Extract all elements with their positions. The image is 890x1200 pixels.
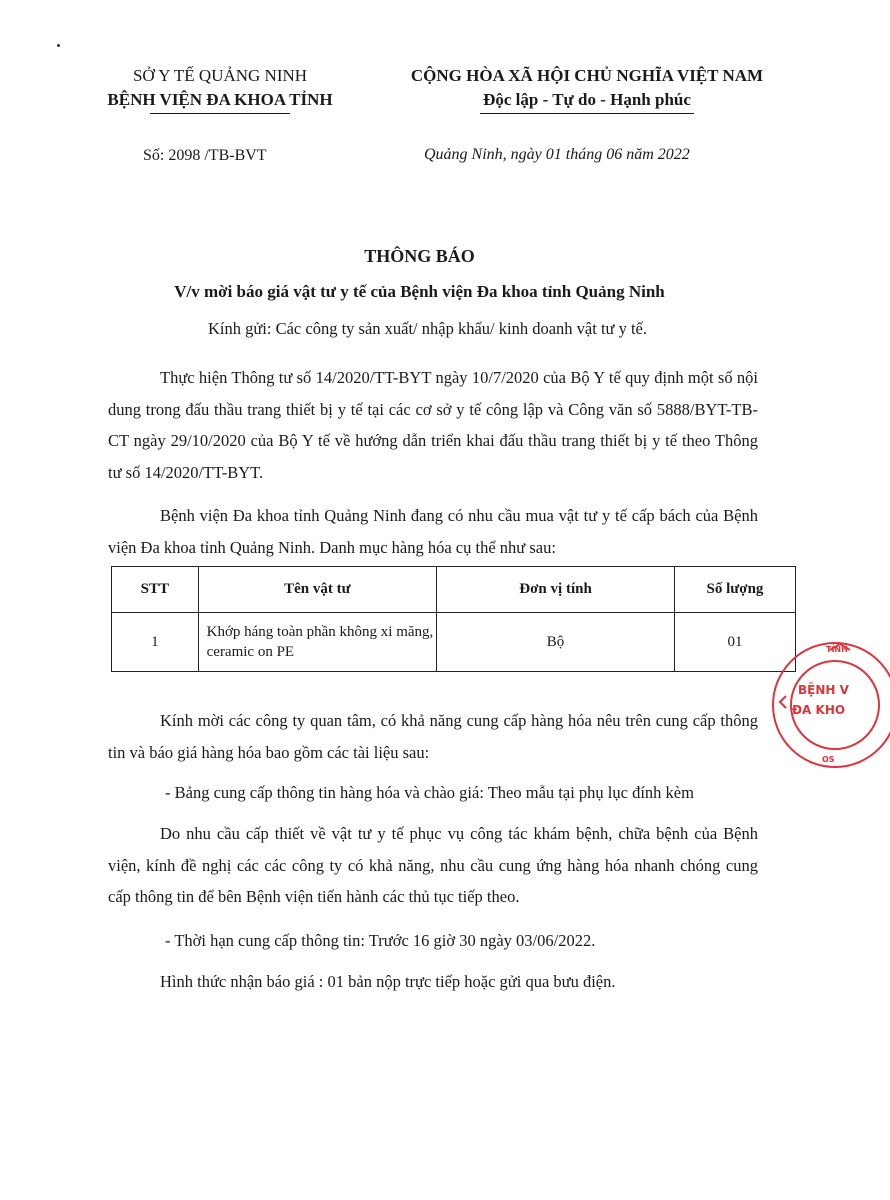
col-unit: Đơn vị tính [437, 567, 675, 613]
hospital-name: BỆNH VIỆN ĐA KHOA TỈNH [107, 90, 333, 109]
national-header [372, 64, 802, 114]
hospital-seal-stamp [760, 630, 890, 770]
document-date: Quảng Ninh, ngày 01 tháng 06 năm 2022 [424, 146, 690, 163]
col-stt: STT [112, 567, 199, 613]
cell-item-name: Khớp háng toàn phần không xi măng, ceramic on PE [198, 613, 437, 672]
issuing-organization [70, 64, 370, 114]
country-name: CỘNG HÒA XÃ HỘI CHỦ NGHĨA VIỆT NAM [410, 66, 764, 85]
items-table [111, 566, 796, 672]
cell-stt: 1 [112, 613, 199, 672]
cell-unit: Bộ [437, 613, 675, 672]
national-motto: Độc lập - Tự do - Hạnh phúc [483, 90, 691, 109]
paragraph-urgency: Do nhu cầu cấp thiết về vật tư y tế phục vụ công tác khám bệnh, chữa bệnh của Bệnh viện, kính đề nghị các các công ty có khả năng, nhu cầu cung ứng hàng hóa nhanh chóng cung cấp thông tin để bên Bệnh viện tiến hành các thủ tục tiếp theo. [108, 824, 758, 906]
svg-text:TỈNH: TỈNH [826, 645, 848, 654]
org-underline [150, 113, 290, 114]
paragraph-need: Bệnh viện Đa khoa tỉnh Quảng Ninh đang có nhu cầu mua vật tư y tế cấp bách của Bệnh viện Đa khoa tỉnh Quảng Ninh. Danh mục hàng hóa cụ thể như sau: [108, 506, 758, 557]
col-item-name: Tên vật tư [198, 567, 437, 613]
table-header-row [112, 567, 796, 613]
cell-quantity: 01 [674, 613, 795, 672]
svg-text:ĐA KHO: ĐA KHO [792, 703, 846, 717]
document-number: Số: 2098 /TB-BVT [143, 147, 267, 164]
parent-agency: SỞ Y TẾ QUẢNG NINH [132, 66, 308, 85]
notice-title: THÔNG BÁO [364, 246, 475, 266]
recipient-line: Kính gửi: Các công ty sản xuất/ nhập khẩu/ kinh doanh vật tư y tế. [207, 319, 647, 338]
paragraph-deadline: - Thời hạn cung cấp thông tin: Trước 16 giờ 30 ngày 03/06/2022. [165, 931, 596, 950]
scan-speck [57, 44, 60, 47]
paragraph-price-sheet: - Bảng cung cấp thông tin hàng hóa và chào giá: Theo mẫu tại phụ lục đính kèm [165, 783, 694, 802]
table-row [112, 613, 796, 672]
svg-text:OS: OS [822, 755, 835, 764]
paragraph-invitation: Kính mời các công ty quan tâm, có khả năng cung cấp hàng hóa nêu trên cung cấp thông tin và báo giá hàng hóa bao gồm các tài liệu sau: [108, 711, 758, 762]
col-quantity: Số lượng [674, 567, 795, 613]
paragraph-submission: Hình thức nhận báo giá : 01 bản nộp trực tiếp hoặc gửi qua bưu điện. [160, 972, 616, 991]
paragraph-legal-basis: Thực hiện Thông tư số 14/2020/TT-BYT ngày 10/7/2020 của Bộ Y tế quy định một số nội dung trong đấu thầu trang thiết bị y tế tại các cơ sở y tế công lập và Công văn số 5888/BYT-TB-CT ngày 29/10/2020 của Bộ Y tế về hướng dẫn triển khai đấu thầu trang thiết bị y tế theo Thông tư số 14/2020/TT-BYT. [108, 368, 758, 482]
svg-text:BỆNH V: BỆNH V [798, 683, 849, 697]
notice-subject: V/v mời báo giá vật tư y tế của Bệnh viện Đa khoa tỉnh Quảng Ninh [174, 282, 665, 301]
motto-underline [480, 113, 694, 114]
